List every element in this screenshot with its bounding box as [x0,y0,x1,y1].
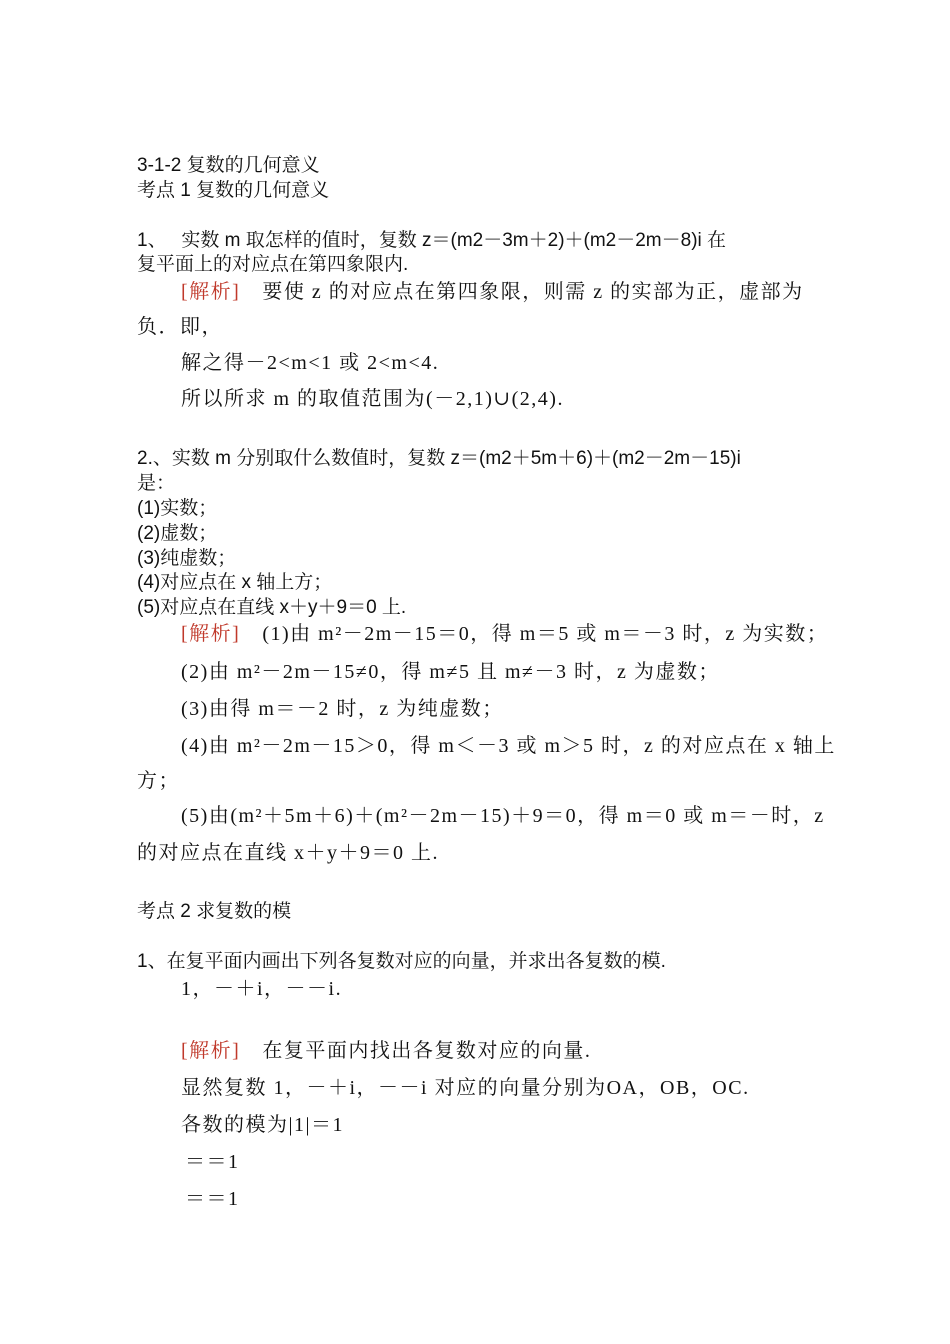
q2-answer-line6: (5)由(m²＋5m＋6)＋(m²－2m－15)＋9＝0，得 m＝0 或 m＝－时，z [181,805,825,827]
q2-answer-line2: (2)由 m²－2m－15≠0，得 m≠5 且 m≠－3 时，z 为虚数； [181,661,720,683]
q1-answer-line1 [181,275,804,304]
q3-text-line1: 1、在复平面内画出下列各复数对应的向量，并求出各复数的模. [137,951,666,972]
q2-answer-line1 [181,617,828,646]
analysis-tag: [解析] [181,1040,241,1062]
q2-answer-line4: (4)由 m²－2m－15＞0，得 m＜－3 或 m＞5 时，z 的对应点在 x 轴上 [181,735,836,757]
q1-answer-line3: 解之得－2<m<1 或 2<m<4. [181,352,440,374]
q2-option-3: (3)纯虚数； [137,548,237,569]
q3-answer-line2: 显然复数 1，－＋i，－－i 对应的向量分别为OA，OB，OC. [181,1077,750,1099]
q2-answer-line5: 方； [137,770,180,792]
q3-answer-line3: 各数的模为|1|＝1 [181,1114,345,1136]
q2-option-4: (4)对应点在 x 轴上方； [137,572,333,593]
document-title: 3-1-2 复数的几何意义 [137,155,320,176]
section-heading-2: 考点 2 求复数的模 [137,901,292,922]
q2-answer-line3: (3)由得 m＝－2 时，z 为纯虚数； [181,698,504,720]
q2-option-5: (5)对应点在直线 x＋y＋9＝0 上. [137,597,407,618]
q3-answer-line5: ＝＝1 [185,1188,240,1210]
q1-answer-line2: 负．即， [137,316,223,338]
q3-text-line2: 1，－＋i，－－i. [181,978,343,1000]
q1-answer-text: 要使 z 的对应点在第四象限，则需 z 的实部为正，虚部为 [262,281,804,303]
q1-text-line1: 1、 实数 m 取怎样的值时，复数 z＝(m2－3m＋2)＋(m2－2m－8)i 在 [137,230,727,251]
q2-answer-text: (1)由 m²－2m－15＝0，得 m＝5 或 m＝－3 时，z 为实数； [262,623,829,645]
q2-option-2: (2)虚数； [137,523,218,544]
q3-answer-line4: ＝＝1 [185,1151,240,1173]
q1-answer-line4: 所以所求 m 的取值范围为(－2,1)∪(2,4). [181,388,564,410]
q2-text-line2: 是： [137,473,176,494]
q2-answer-line7: 的对应点在直线 x＋y＋9＝0 上. [137,842,439,864]
section-heading-1: 考点 1 复数的几何意义 [137,180,330,201]
q1-text-line2: 复平面上的对应点在第四象限内. [137,254,409,275]
q2-text-line1: 2.、实数 m 分别取什么数值时，复数 z＝(m2＋5m＋6)＋(m2－2m－15)i [137,448,741,469]
q3-answer-text: 在复平面内找出各复数对应的向量. [262,1040,592,1062]
q2-option-1: (1)实数； [137,498,218,519]
analysis-tag: [解析] [181,281,241,303]
q3-answer-line1 [181,1034,591,1063]
analysis-tag: [解析] [181,623,241,645]
